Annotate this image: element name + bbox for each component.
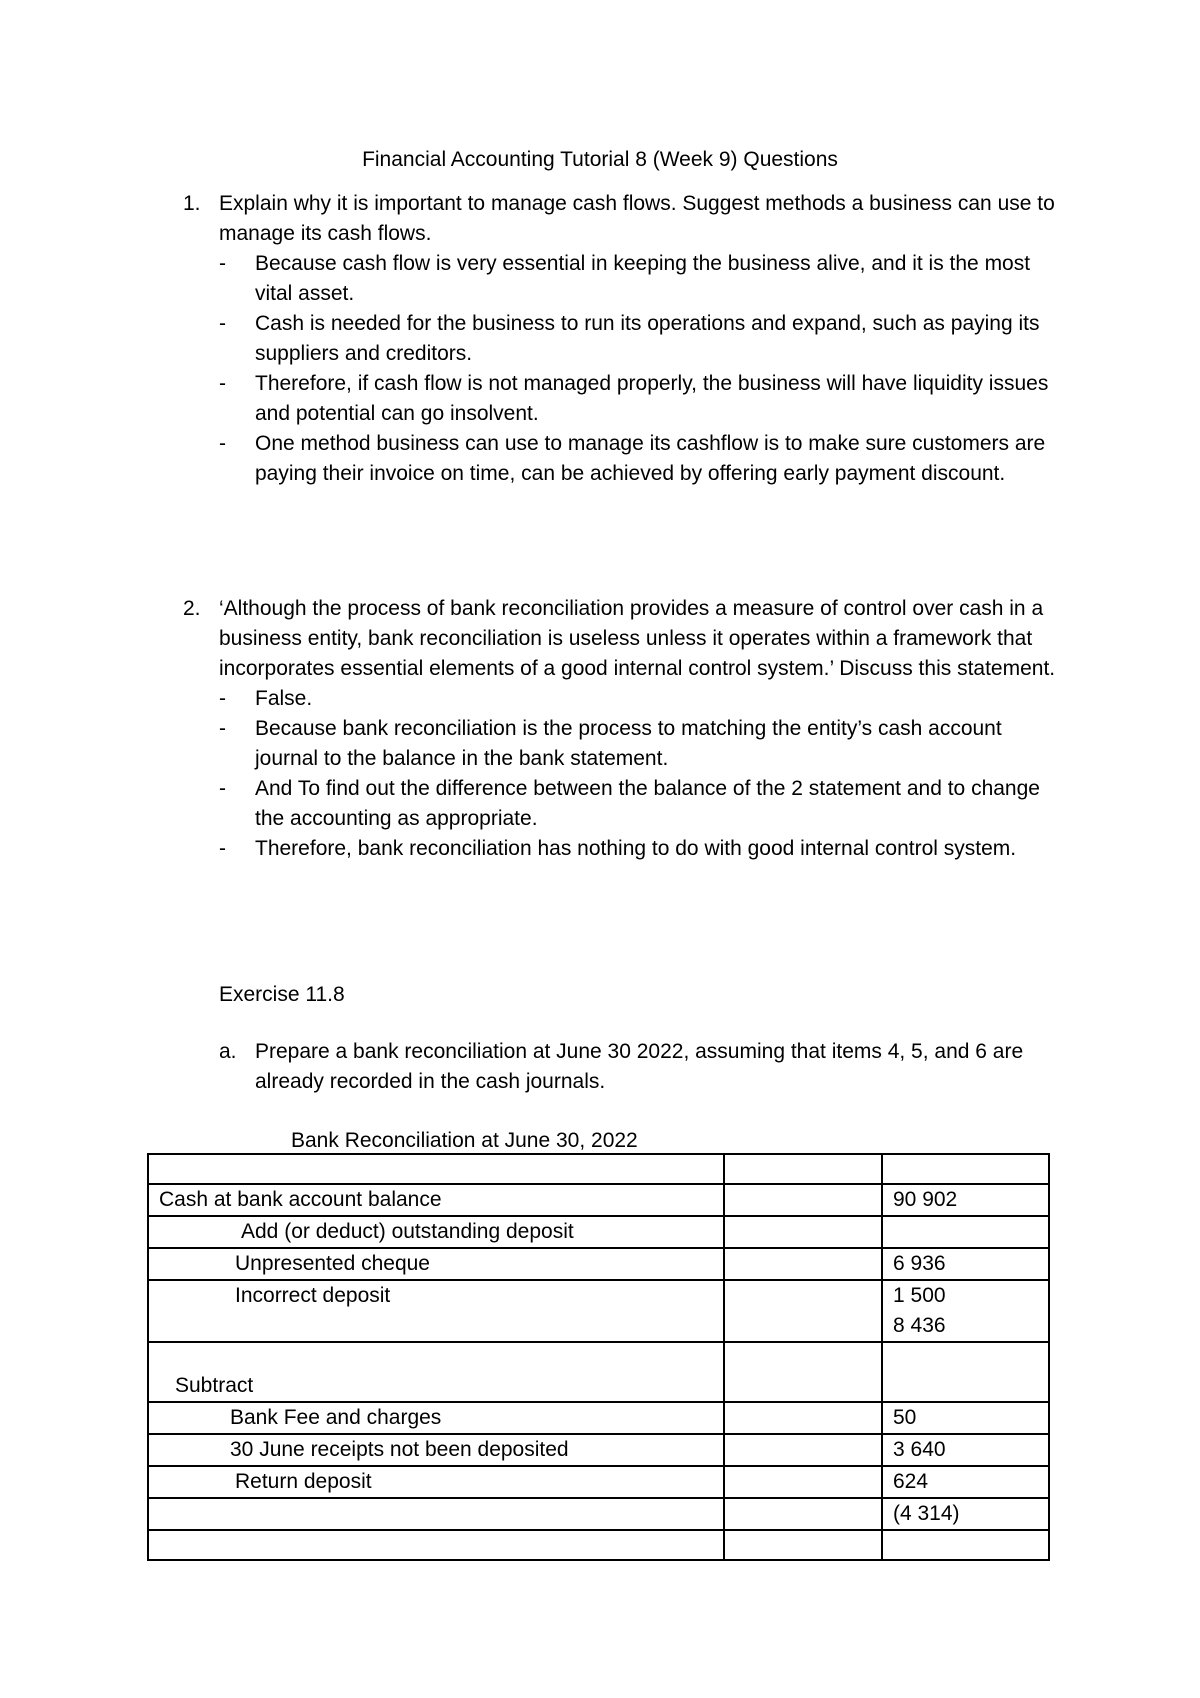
mid-cell (724, 1154, 882, 1184)
answer-text: Therefore, if cash flow is not managed properly, the business will have liquidity issues and potential can go insolvent. (255, 372, 1049, 425)
bullet-dash: - (219, 837, 226, 860)
table-row (148, 1342, 1049, 1402)
amount-cell: 6 936 (882, 1248, 1049, 1280)
mid-cell (724, 1466, 882, 1498)
list-item (175, 714, 1065, 774)
table-row (148, 1184, 1049, 1216)
answer-list (175, 249, 1065, 489)
mid-cell (724, 1530, 882, 1560)
answer-text: Therefore, bank reconciliation has nothing to do with good internal control system. (255, 837, 1017, 860)
question-stem: Explain why it is important to manage cash flows. Suggest methods a business can use to manage its cash flows. (219, 192, 1055, 245)
table-row (148, 1434, 1049, 1466)
answer-text: And To find out the difference between the balance of the 2 statement and to change the accounting as appropriate. (255, 777, 1040, 830)
list-item (175, 774, 1065, 834)
table-row (148, 1216, 1049, 1248)
bullet-dash: - (219, 432, 226, 455)
question-1 (175, 189, 1065, 489)
question-stem: ‘Although the process of bank reconciliation provides a measure of control over cash in a business entity, bank reconciliation is useless unless it operates within a framework that incorporates essential elements of a good internal control system.’ Discuss this statement. (219, 597, 1056, 680)
label-cell (148, 1498, 724, 1530)
bullet-dash: - (219, 717, 226, 740)
bullet-dash: - (219, 687, 226, 710)
table-row (148, 1154, 1049, 1184)
subtotal-line: 8 436 (893, 1314, 946, 1337)
label-cell: Subtract (148, 1342, 724, 1402)
answer-text: False. (255, 687, 313, 710)
mid-cell (724, 1498, 882, 1530)
page-title: Financial Accounting Tutorial 8 (Week 9) Questions (362, 148, 838, 171)
mid-cell (724, 1342, 882, 1402)
table-row (148, 1280, 1049, 1342)
bullet-dash: - (219, 372, 226, 395)
table-row (148, 1530, 1049, 1560)
list-item (175, 249, 1065, 309)
list-item (175, 309, 1065, 369)
amount-cell (882, 1342, 1049, 1402)
label-cell: Add (or deduct) outstanding deposit (148, 1216, 724, 1248)
mid-cell (724, 1248, 882, 1280)
amount-cell (882, 1530, 1049, 1560)
mid-cell (724, 1184, 882, 1216)
label-cell: Unpresented cheque (148, 1248, 724, 1280)
mid-cell (724, 1402, 882, 1434)
list-item (175, 429, 1065, 489)
amount-cell: 90 902 (882, 1184, 1049, 1216)
bullet-dash: - (219, 252, 226, 275)
amount-line: 1 500 (893, 1284, 946, 1307)
answer-text: Because bank reconciliation is the process to matching the entity’s cash account journal to the balance in the bank statement. (255, 717, 1002, 770)
mid-cell (724, 1216, 882, 1248)
table-row (148, 1466, 1049, 1498)
list-item (175, 834, 1065, 864)
label-cell (148, 1530, 724, 1560)
label-cell: Cash at bank account balance (148, 1184, 724, 1216)
part-letter: a. (219, 1040, 237, 1063)
mid-cell (724, 1434, 882, 1466)
answer-text: One method business can use to manage its cashflow is to make sure customers are paying their invoice on time, can be achieved by offering early payment discount. (255, 432, 1046, 485)
part-text: Prepare a bank reconciliation at June 30 2022, assuming that items 4, 5, and 6 are already recorded in the cash journals. (255, 1040, 1024, 1093)
label-cell: Incorrect deposit (148, 1280, 724, 1342)
label-cell: Return deposit (148, 1466, 724, 1498)
table-row (148, 1402, 1049, 1434)
bullet-dash: - (219, 777, 226, 800)
table-title: Bank Reconciliation at June 30, 2022 (291, 1129, 638, 1152)
question-number: 2. (183, 597, 201, 620)
answer-text: Because cash flow is very essential in keeping the business alive, and it is the most vital asset. (255, 252, 1031, 305)
amount-cell: 624 (882, 1466, 1049, 1498)
amount-cell: 3 640 (882, 1434, 1049, 1466)
exercise-part-a (219, 1037, 1079, 1097)
bullet-dash: - (219, 312, 226, 335)
answer-list (175, 684, 1065, 864)
amount-cell (882, 1216, 1049, 1248)
amount-cell (882, 1280, 1049, 1342)
question-number: 1. (183, 192, 201, 215)
question-2 (175, 594, 1065, 864)
amount-cell: 50 (882, 1402, 1049, 1434)
amount-cell: (4 314) (882, 1498, 1049, 1530)
list-item (175, 684, 1065, 714)
mid-cell (724, 1280, 882, 1342)
label-cell (148, 1154, 724, 1184)
list-item (175, 369, 1065, 429)
exercise-heading: Exercise 11.8 (219, 983, 345, 1006)
amount-cell (882, 1154, 1049, 1184)
label-cell: 30 June receipts not been deposited (148, 1434, 724, 1466)
bank-reconciliation-table (147, 1153, 1050, 1561)
label-cell: Bank Fee and charges (148, 1402, 724, 1434)
answer-text: Cash is needed for the business to run its operations and expand, such as paying its suppliers and creditors. (255, 312, 1040, 365)
table-row (148, 1248, 1049, 1280)
table-row (148, 1498, 1049, 1530)
